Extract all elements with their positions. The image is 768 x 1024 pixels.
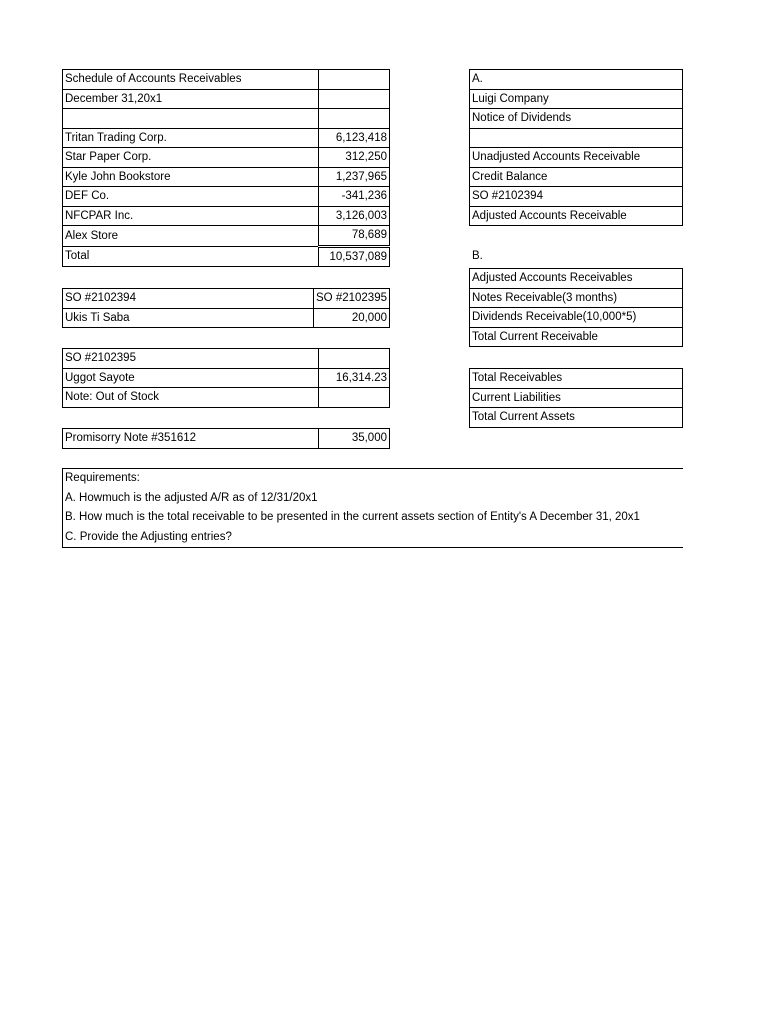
so-ref[interactable]: SO #2102395 xyxy=(314,289,390,309)
total-amount[interactable]: 10,537,089 xyxy=(319,246,390,267)
requirements-block xyxy=(62,468,683,548)
part-a-cell[interactable]: Notice of Dividends xyxy=(470,109,683,129)
part-a-cell[interactable] xyxy=(470,128,683,148)
requirements-title: Requirements: xyxy=(65,472,140,484)
so-label[interactable]: SO #2102394 xyxy=(63,289,314,309)
customer-amount[interactable]: 312,250 xyxy=(319,148,390,168)
part-b-cell[interactable]: Dividends Receivable(10,000*5) xyxy=(470,308,683,328)
customer-amount[interactable]: 1,237,965 xyxy=(319,167,390,187)
part-a-cell[interactable]: SO #2102394 xyxy=(470,187,683,207)
part-a-cell[interactable]: Credit Balance xyxy=(470,167,683,187)
part-a-cell[interactable]: Adjusted Accounts Receivable xyxy=(470,206,683,226)
customer-amount[interactable]: 78,689 xyxy=(319,226,390,247)
part-a-cell[interactable]: A. xyxy=(470,70,683,90)
so-amount[interactable]: 20,000 xyxy=(314,308,390,328)
so-customer[interactable]: Ukis Ti Saba xyxy=(63,308,314,328)
part-a-cell[interactable]: Luigi Company xyxy=(470,89,683,109)
schedule-table xyxy=(62,69,390,267)
so-amount[interactable]: 16,314.23 xyxy=(319,368,390,388)
so-note[interactable]: Note: Out of Stock xyxy=(63,388,319,408)
part-b-totals-table xyxy=(469,368,683,428)
schedule-date[interactable]: December 31,20x1 xyxy=(63,89,319,109)
total-label[interactable]: Total xyxy=(63,246,319,267)
note-amount[interactable]: 35,000 xyxy=(319,429,390,449)
requirement-item: C. Provide the Adjusting entries? xyxy=(65,530,232,543)
part-b-cell[interactable]: Total Current Assets xyxy=(470,408,683,428)
customer-name[interactable]: Kyle John Bookstore xyxy=(63,167,319,187)
customer-name[interactable]: NFCPAR Inc. xyxy=(63,206,319,226)
part-a-cell[interactable]: Unadjusted Accounts Receivable xyxy=(470,148,683,168)
part-b-cell[interactable]: Total Receivables xyxy=(470,369,683,389)
part-b-table xyxy=(469,268,683,347)
customer-name[interactable]: Alex Store xyxy=(63,226,319,247)
part-b-cell[interactable]: Current Liabilities xyxy=(470,388,683,408)
schedule-title[interactable]: Schedule of Accounts Receivables xyxy=(63,70,319,90)
customer-amount[interactable]: 6,123,418 xyxy=(319,128,390,148)
promissory-note-table xyxy=(62,428,390,449)
so-2102395-table xyxy=(62,348,390,408)
so-customer[interactable]: Uggot Sayote xyxy=(63,368,319,388)
requirement-item: B. How much is the total receivable to be presented in the current assets section of Entity's A December 31, 20x1 xyxy=(65,511,640,523)
requirement-item: A. Howmuch is the adjusted A/R as of 12/31/20x1 xyxy=(65,491,318,504)
customer-name[interactable]: DEF Co. xyxy=(63,187,319,207)
so-2102394-table xyxy=(62,288,390,328)
part-b-cell[interactable]: Notes Receivable(3 months) xyxy=(470,288,683,308)
part-b-cell[interactable]: Total Current Receivable xyxy=(470,327,683,347)
so-label[interactable]: SO #2102395 xyxy=(63,349,319,369)
customer-name[interactable]: Star Paper Corp. xyxy=(63,148,319,168)
note-label[interactable]: Promisorry Note #351612 xyxy=(63,429,319,449)
part-a-table xyxy=(469,69,683,226)
customer-amount[interactable]: -341,236 xyxy=(319,187,390,207)
part-b-cell[interactable]: Adjusted Accounts Receivables xyxy=(470,269,683,289)
customer-name[interactable]: Tritan Trading Corp. xyxy=(63,128,319,148)
customer-amount[interactable]: 3,126,003 xyxy=(319,206,390,226)
part-b-label: B. xyxy=(472,250,483,262)
